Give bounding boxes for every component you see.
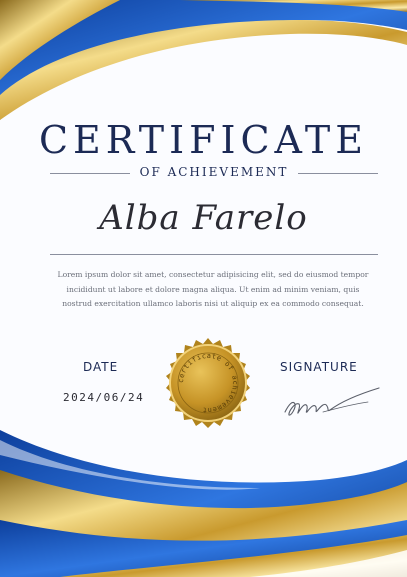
subtitle-row [50,165,378,181]
date-value: 2024/06/24 [63,391,145,404]
seal-text: certificate of achievement [176,351,240,415]
certificate-body-text: Lorem ipsum dolor sit amet, consectetur adipisicing elit, sed do eiusmod tempor incididunt ut labore et dolore magna aliqua. Ut enim ad minim veniam, quis nostrud exercitation ullamco laboris nisi ut aliquip ex ea commodo consequat. [57,270,369,308]
date-label: DATE [83,360,119,374]
signature-label: SIGNATURE [280,360,358,374]
name-underline [50,254,378,255]
certificate-subtitle: OF ACHIEVEMENT [139,165,289,179]
subtitle-rule-right [298,173,378,174]
handwritten-signature [283,382,381,422]
recipient-name: Alba Farelo [99,198,308,238]
certificate-title: CERTIFICATE [38,118,368,162]
gold-seal-icon [160,336,256,432]
